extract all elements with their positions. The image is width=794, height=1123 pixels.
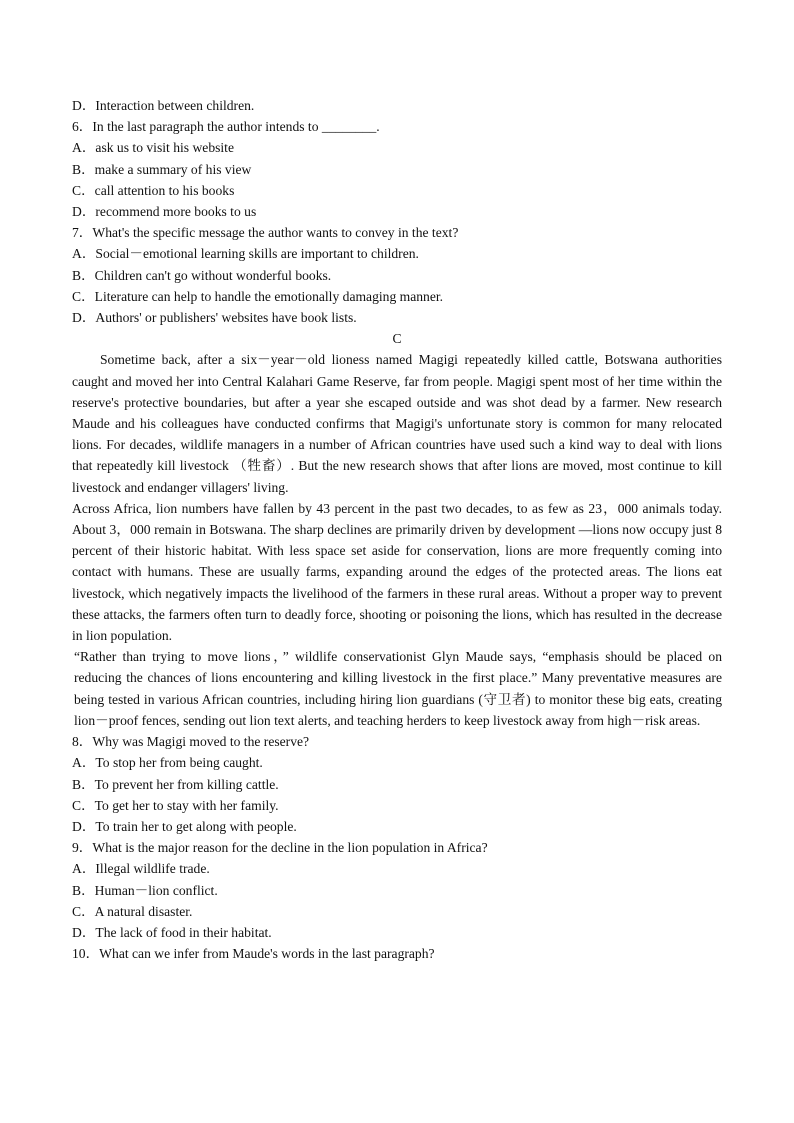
option-b: B．Human－lion conflict. bbox=[72, 882, 218, 898]
option-b: B．To prevent her from killing cattle. bbox=[72, 776, 279, 792]
passage-paragraph-2: Across Africa, lion numbers have fallen by 43 percent in the past two decades, to as few as 23，000 animals today. About 3，000 remain in Botswana. The sharp declines are primarily driven by development —lions now occupy just 8 percent of their historic habitat. With less space set aside for conservation, lions are more frequently coming into contact with humans. These are usually farms, expanding around the edges of the protected areas. The lions eat livestock, which negatively impacts the livelihood of the farmers in these rural areas. Without a proper way to prevent these attacks, the farmers often turn to deadly force, shooting or poisoning the lions, which has resulted in the decrease in lion population. bbox=[72, 500, 722, 644]
option-a: A．Social－emotional learning skills are important to children. bbox=[72, 246, 419, 262]
question-stem: 8．Why was Magigi moved to the reserve? bbox=[72, 734, 310, 750]
option-c: C．To get her to stay with her family. bbox=[72, 797, 279, 813]
question-6 bbox=[72, 116, 722, 222]
option-d: D．recommend more books to us bbox=[72, 204, 257, 220]
option-d: D．To train her to get along with people. bbox=[72, 818, 297, 834]
option-c: C．A natural disaster. bbox=[72, 903, 193, 919]
question-stem: 9．What is the major reason for the decline in the lion population in Africa? bbox=[72, 840, 488, 856]
question-7 bbox=[72, 222, 722, 328]
option-d: D．The lack of food in their habitat. bbox=[72, 924, 272, 940]
option-a: A．Illegal wildlife trade. bbox=[72, 861, 210, 877]
option-d: D．Authors' or publishers' websites have book lists. bbox=[72, 310, 357, 326]
question-10 bbox=[72, 943, 722, 964]
question-8 bbox=[72, 731, 722, 837]
q5-option-d: D．Interaction between children. bbox=[72, 98, 255, 113]
option-a: A．ask us to visit his website bbox=[72, 140, 234, 156]
option-c: C．call attention to his books bbox=[72, 182, 235, 198]
passage-c bbox=[72, 349, 722, 731]
question-9 bbox=[72, 837, 722, 943]
passage-paragraph-3: “Rather than trying to move lions，” wildlife conservationist Glyn Maude says, “emphasis should be placed on reducing the chances of lions encountering and killing livestock in the first place.” Many preventative measures are being tested in various African countries, including hiring lion guardians (守卫者) to monitor these big eats, creating lion－proof fences, sending out lion text alerts, and teaching herders to keep livestock away from high－risk areas. bbox=[74, 649, 722, 728]
exam-page bbox=[72, 95, 722, 964]
option-a: A．To stop her from being caught. bbox=[72, 755, 263, 771]
passage-paragraph-1: Sometime back, after a six－year－old lioness named Magigi repeatedly killed cattle, Botswana authorities caught and moved her into Central Kalahari Game Reserve, far from people. Magigi spent most of her time within the reserve's protective boundaries, but after a year she escaped outside and was shot dead by a farmer. New research Maude and his colleagues have conducted confirms that Magigi's unfortunate story is common for many relocated lions. For decades, wildlife managers in a number of African countries have used such a kind way to deal with lions that repeatedly kill livestock （牲畜）. But the new research shows that after lions are moved, most continue to kill livestock and endanger villagers' living. bbox=[72, 352, 722, 495]
section-label: C bbox=[392, 331, 402, 347]
option-b: B．Children can't go without wonderful books. bbox=[72, 267, 332, 283]
question-stem: 6．In the last paragraph the author intends to ________. bbox=[72, 119, 380, 135]
question-stem: 10．What can we infer from Maude's words in the last paragraph? bbox=[72, 946, 435, 962]
question-stem: 7．What's the specific message the author wants to convey in the text? bbox=[72, 225, 459, 241]
option-c: C．Literature can help to handle the emotionally damaging manner. bbox=[72, 288, 444, 304]
option-b: B．make a summary of his view bbox=[72, 161, 252, 177]
